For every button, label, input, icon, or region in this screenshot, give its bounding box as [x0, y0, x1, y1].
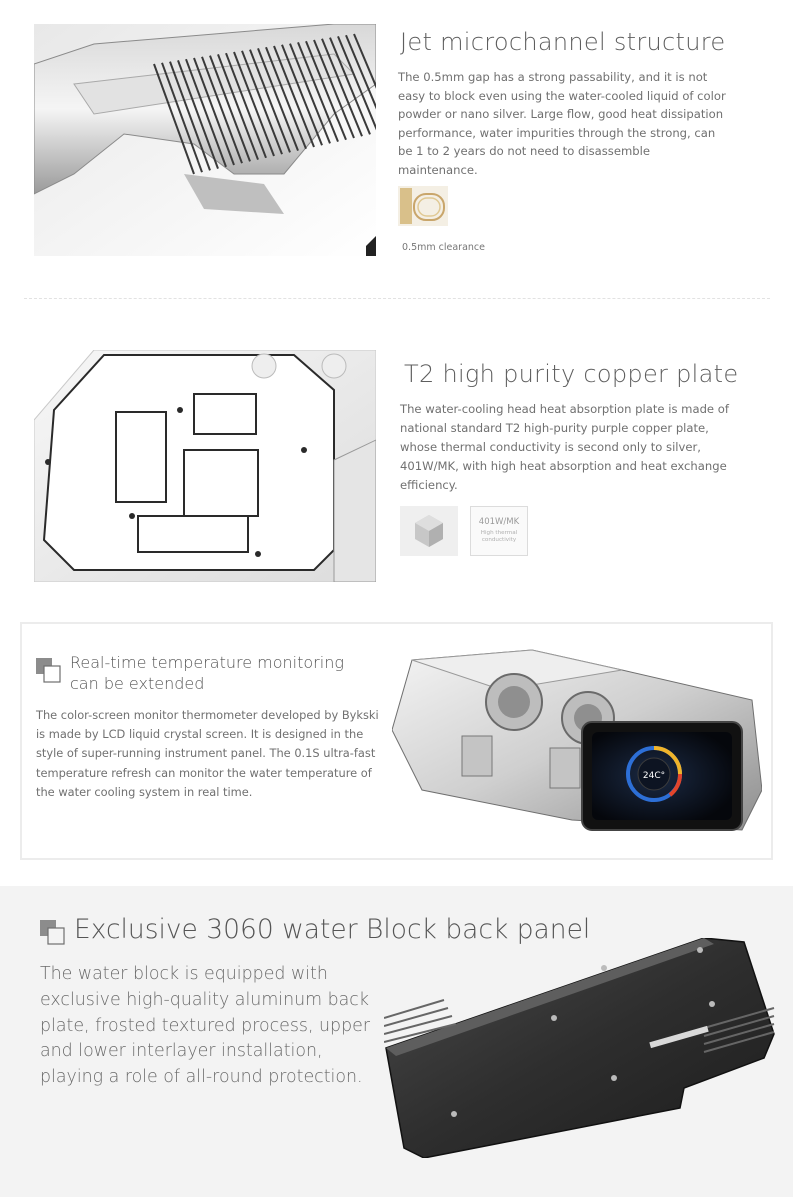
section4-body: The water block is equipped with exclusive high-quality aluminum back plate, frosted textured process, upper and lower interlayer installation, playing a role of all-round protection.: [40, 964, 370, 1088]
thermal-conductivity-badge: [470, 506, 528, 556]
section2-title: T2 high purity copper plate: [404, 360, 739, 388]
badge-value: 401W/MK: [478, 517, 520, 527]
copper-plate-product-image: [34, 350, 376, 582]
microchannel-gap-icon: [398, 186, 448, 226]
clearance-caption: 0.5mm clearance: [402, 242, 485, 253]
section1-title: Jet microchannel structure: [400, 28, 726, 56]
square-bullet-icon: [40, 920, 66, 946]
square-bullet-icon: [36, 658, 62, 684]
thermometer-block-image: [392, 640, 762, 850]
section4-title: Exclusive 3060 water Block back panel: [74, 914, 591, 945]
section3-body: The color-screen monitor thermometer developed by Bykski is made by LCD liquid crystal screen. It is designed in the style of super-running instrument panel. The 0.1S ultra-fast temperature refresh can monitor the water temperature of the water cooling system in real time.: [36, 708, 379, 799]
section2-body: The water-cooling head heat absorption plate is made of national standard T2 high-purity purple copper plate, whose thermal conductivity is second only to silver, 401W/MK, with high heat absorption and heat exchange efficiency.: [400, 402, 729, 492]
section3-title: Real-time temperature monitoring can be extended: [70, 653, 344, 693]
badge-sub: High thermal conductivity: [480, 530, 518, 543]
backplate-product-image: [384, 938, 780, 1158]
microchannel-product-image: [34, 24, 376, 256]
copper-cube-icon: [400, 506, 458, 556]
screen-temp-text: 24C°: [642, 771, 666, 781]
section1-body: The 0.5mm gap has a strong passability, and it is not easy to block even using the water-cooled liquid of color powder or nano silver. Large flow, good heat dissipation performance, water impurities through the strong, can be 1 to 2 years do not need to disassemble maintenance.: [398, 70, 726, 177]
section-divider: [24, 298, 770, 299]
